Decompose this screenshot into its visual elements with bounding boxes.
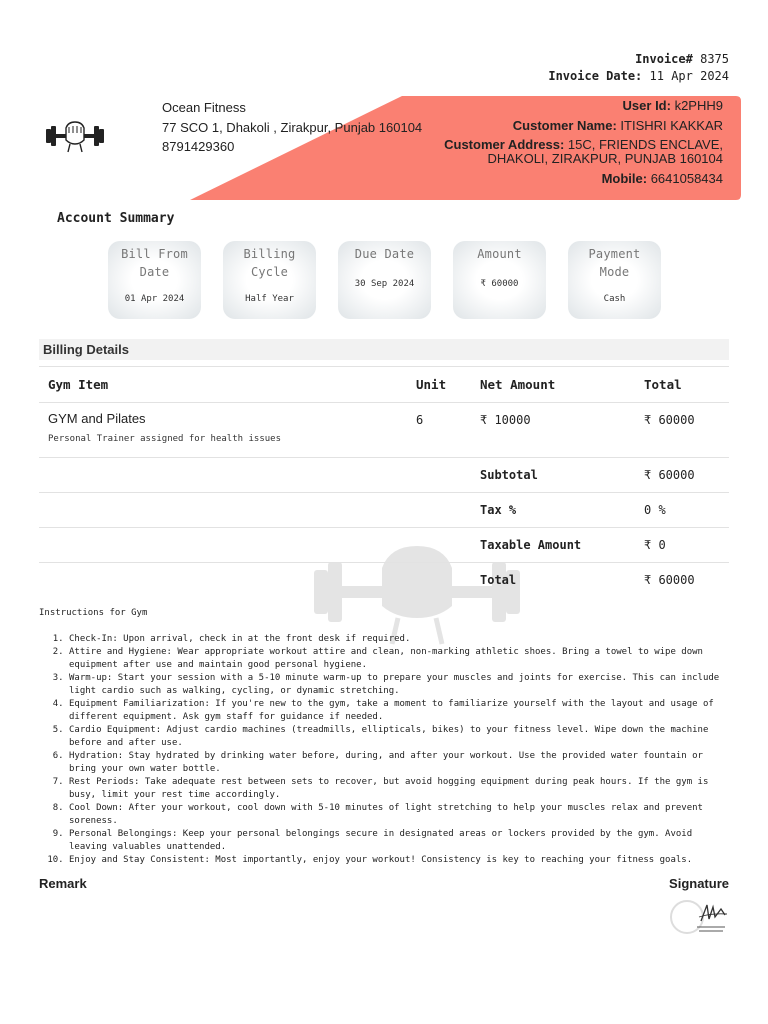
customer-name-label: Customer Name: [512, 117, 617, 133]
card-title-line2: Date [139, 264, 170, 279]
list-item: 4. Equipment Familiarization: If you're new to the gym, take a moment to familiarize yourself with the layout and usage of different equipment. Ask gym staff for guidance if needed. [69, 698, 729, 724]
item-description: Personal Trainer assigned for health issues [48, 434, 281, 444]
mobile: 6641058434 [650, 170, 723, 186]
customer-mobile-row [433, 172, 723, 186]
header-unit: Unit [416, 377, 447, 392]
list-item: 5. Cardio Equipment: Adjust cardio machines (treadmills, ellipticals, bikes) to your fitness level. Wipe down the machine before and after use. [69, 724, 729, 750]
taxable-amount-row [39, 527, 729, 562]
signature-label: Signature [669, 876, 729, 891]
card-title-line1: Billing [243, 247, 296, 261]
invoice-date-row [548, 68, 729, 85]
customer-address-line1: 15C, FRIENDS ENCLAVE, [567, 137, 723, 152]
summary-card-billing-cycle [223, 241, 316, 319]
summary-card-amount [453, 241, 546, 319]
invoice-number: 8375 [700, 52, 729, 66]
tax-row [39, 492, 729, 527]
account-summary-title: Account Summary [57, 211, 175, 226]
invoice-header [38, 96, 741, 200]
card-value: Cash [603, 294, 626, 304]
customer-info [433, 99, 723, 191]
mobile-label: Mobile: [601, 170, 648, 186]
total-row [39, 562, 729, 597]
card-value: ₹ 60000 [480, 278, 519, 289]
list-item: 2. Attire and Hygiene: Wear appropriate workout attire and clean, non-marking athletic shoes. Bring a towel to wipe down equipment after use and maintain good personal hygiene. [69, 646, 729, 672]
subtotal-row [39, 457, 729, 492]
billing-table [39, 366, 729, 597]
card-value: 01 Apr 2024 [124, 294, 185, 304]
list-item: 9. Personal Belongings: Keep your personal belongings secure in designated areas or lockers provided by the gym. Avoid leaving valuables unattended. [69, 828, 729, 854]
summary-card-bill-from [108, 241, 201, 319]
list-item: 8. Cool Down: After your workout, cool down with 5-10 minutes of light stretching to help your muscles relax and prevent soreness. [69, 802, 729, 828]
subtotal-value: ₹ 60000 [644, 468, 695, 482]
header-net-amount: Net Amount [480, 377, 556, 392]
dumbbell-fist-icon [44, 118, 106, 154]
item-name: GYM and Pilates [48, 411, 146, 426]
card-title-line1: Due Date [354, 247, 415, 261]
instructions-title: Instructions for Gym [39, 608, 148, 618]
total-label: Total [480, 573, 517, 587]
invoice-number-row [548, 51, 729, 68]
remark-label: Remark [39, 876, 87, 891]
card-title-line2: Cycle [250, 264, 289, 279]
customer-user-id-row [433, 99, 723, 113]
card-value: Half Year [245, 294, 294, 304]
invoice-date: 11 Apr 2024 [649, 69, 729, 83]
customer-name-row [433, 119, 723, 133]
company-info [162, 98, 422, 157]
tax-label: Tax % [480, 503, 517, 517]
item-net-amount: ₹ 10000 [480, 413, 531, 427]
list-item: 6. Hydration: Stay hydrated by drinking water before, during, and after your workout. Use the provided water fountain or bring your own water bottle. [69, 750, 729, 776]
card-title-line2: Mode [599, 264, 630, 279]
item-total: ₹ 60000 [644, 413, 695, 427]
company-name: Ocean Fitness [162, 100, 246, 115]
item-unit: 6 [416, 413, 424, 427]
customer-address-line2: DHAKOLI, ZIRAKPUR, PUNJAB 160104 [487, 151, 723, 166]
invoice-meta [548, 51, 729, 85]
list-item: 10. Enjoy and Stay Consistent: Most importantly, enjoy your workout! Consistency is key to reaching your fitness goals. [69, 854, 729, 867]
header-gym-item: Gym Item [48, 377, 109, 392]
list-item: 3. Warm-up: Start your session with a 5-10 minute warm-up to prepare your muscles and joints for exercise. This can include light cardio such as walking, cycling, or dynamic stretching. [69, 672, 729, 698]
taxable-amount-value: ₹ 0 [644, 538, 666, 552]
card-value: 30 Sep 2024 [354, 278, 415, 289]
customer-name: ITISHRI KAKKAR [620, 117, 723, 133]
billing-details-title: Billing Details [39, 339, 729, 360]
customer-address-row [433, 138, 723, 166]
card-title-line1: Bill From [121, 247, 188, 261]
instructions-list [69, 633, 729, 867]
summary-card-due-date [338, 241, 431, 319]
signature-scribble-icon [665, 895, 729, 939]
list-item: 7. Rest Periods: Take adequate rest between sets to recover, but avoid hogging equipment during peak hours. If the gym is busy, limit your rest time accordingly. [69, 776, 729, 802]
summary-card-payment-mode [568, 241, 661, 319]
user-id-label: User Id: [622, 98, 671, 113]
card-title-line1: Payment [588, 247, 641, 261]
table-header-row [39, 366, 729, 402]
account-summary-cards [108, 241, 661, 319]
customer-address-label: Customer Address: [444, 137, 565, 152]
invoice-date-label: Invoice Date: [548, 69, 643, 83]
header-total: Total [644, 377, 682, 392]
table-row [39, 402, 729, 457]
taxable-amount-label: Taxable Amount [480, 538, 582, 552]
user-id: k2PHH9 [674, 98, 723, 113]
card-title-line1: Amount [477, 247, 522, 261]
total-value: ₹ 60000 [644, 573, 695, 587]
invoice-number-label: Invoice# [635, 52, 693, 66]
company-phone: 8791429360 [162, 139, 235, 154]
list-item: 1. Check-In: Upon arrival, check in at the front desk if required. [69, 633, 729, 646]
subtotal-label: Subtotal [480, 468, 538, 482]
company-address: 77 SCO 1, Dhakoli , Zirakpur, Punjab 160104 [162, 119, 423, 135]
tax-value: 0 % [644, 503, 666, 517]
